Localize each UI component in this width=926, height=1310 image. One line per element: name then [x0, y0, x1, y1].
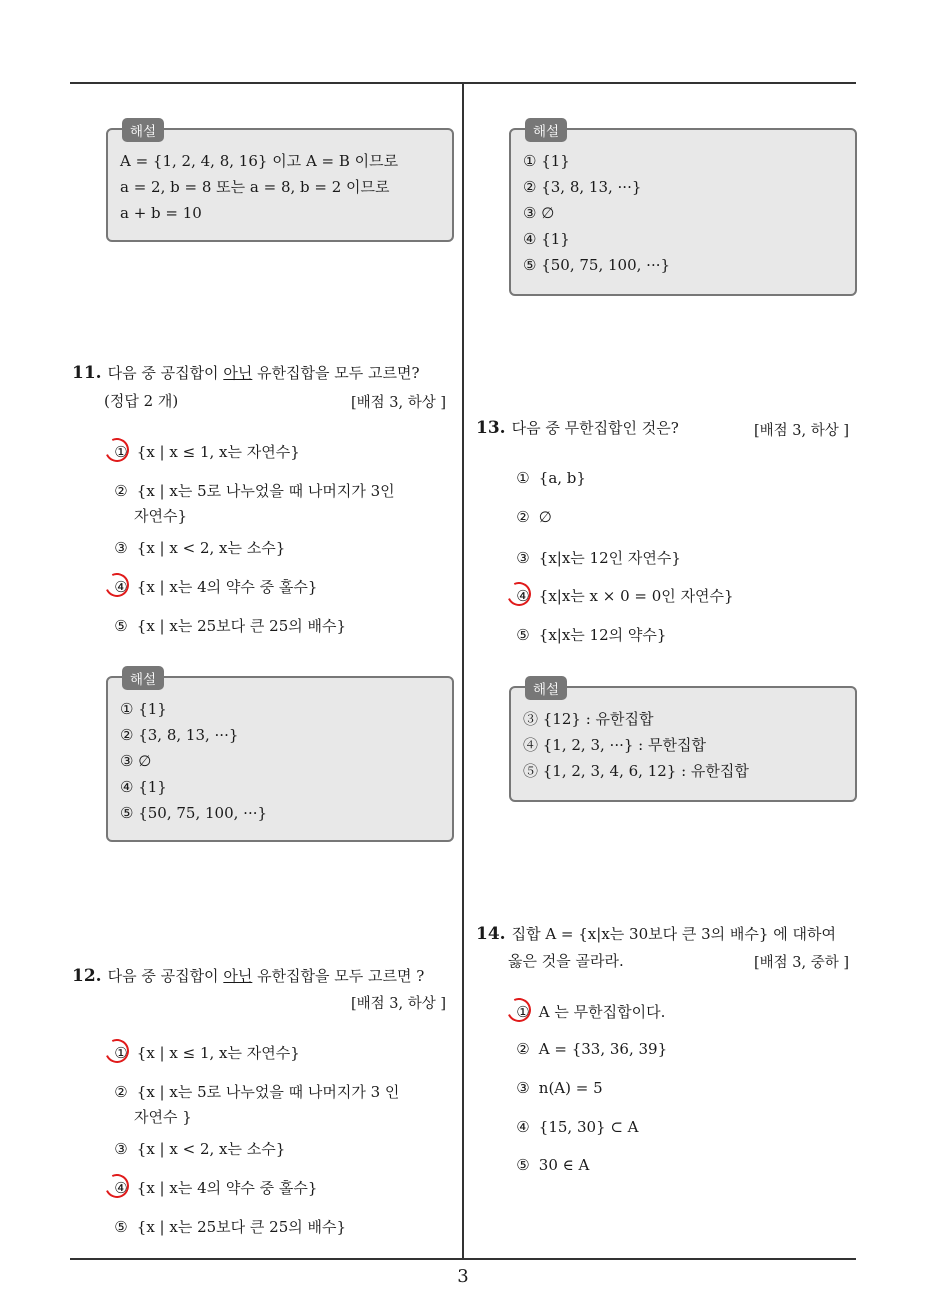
option-number: ②	[114, 482, 128, 500]
question-text: 다음 중 무한집합인 것은?	[511, 419, 679, 437]
q14-option-1[interactable]	[512, 1001, 665, 1022]
question-11-stem	[72, 362, 420, 383]
question-text-post: 유한집합을 모두 고르면?	[252, 364, 420, 382]
option-text: {a, b}	[538, 469, 586, 487]
option-text: {x | x는 4의 약수 중 홀수}	[136, 578, 318, 596]
explanation-box-q13	[509, 682, 857, 802]
question-text-pre: 다음 중 공집합이	[107, 967, 224, 985]
option-number: ①	[516, 469, 530, 487]
q13-option-3[interactable]	[512, 547, 681, 568]
option-number: ④	[516, 1118, 530, 1136]
q11-option-3[interactable]	[110, 537, 285, 558]
explanation-line: A = {1, 2, 4, 8, 16} 이고 A = B 이므로	[120, 152, 399, 170]
q11-option-2[interactable]	[110, 480, 395, 501]
question-14-stem-continued: 옳은 것을 골라라.	[508, 952, 624, 970]
option-number: ①	[110, 443, 132, 461]
explanation-line: ② {3, 8, 13, ···}	[523, 178, 642, 196]
option-number: ⑤	[114, 617, 128, 635]
question-13-score: [배점 3, 하상 ]	[754, 423, 850, 439]
explanation-line: ① {1}	[523, 152, 570, 170]
option-text: {x | x는 4의 약수 중 홀수}	[136, 1179, 318, 1197]
option-text: {15, 30} ⊂ A	[538, 1118, 639, 1136]
q11-option-5[interactable]	[110, 615, 346, 636]
option-number: ③	[114, 539, 128, 557]
explanation-box-q12	[509, 124, 857, 296]
option-number: ③	[516, 1079, 530, 1097]
q13-option-5[interactable]	[512, 624, 666, 645]
question-number: 12.	[72, 966, 102, 986]
option-text: {x | x < 2, x는 소수}	[136, 1140, 286, 1158]
option-number: ⑤	[516, 626, 530, 644]
explanation-box-q11	[106, 672, 454, 842]
q12-option-4[interactable]	[110, 1177, 317, 1198]
option-number: ⑤	[516, 1156, 530, 1174]
option-text: A = {33, 36, 39}	[538, 1040, 668, 1058]
explanation-line: ④ {1}	[523, 230, 570, 248]
q12-option-2[interactable]	[110, 1081, 399, 1102]
question-text-underlined: 아닌	[223, 967, 253, 985]
question-text-underlined: 아닌	[223, 364, 253, 382]
option-text: {x | x ≤ 1, x는 자연수}	[136, 443, 300, 461]
page-number: 3	[457, 1266, 469, 1287]
question-11-note: (정답 2 개)	[104, 392, 179, 410]
q12-option-5[interactable]	[110, 1216, 346, 1237]
q14-option-3[interactable]	[512, 1079, 603, 1097]
explanation-line: ⑤ {50, 75, 100, ···}	[120, 804, 268, 822]
option-number: ②	[114, 1083, 128, 1101]
option-number: ④	[110, 578, 132, 596]
question-number: 13.	[476, 418, 506, 438]
answer-circle-icon	[102, 1171, 133, 1202]
option-number: ②	[516, 508, 530, 526]
question-number: 11.	[72, 363, 102, 383]
answer-circle-icon	[504, 995, 535, 1026]
q13-option-1[interactable]	[512, 469, 586, 487]
explanation-line: ④ {1}	[120, 778, 167, 796]
option-number: ②	[516, 1040, 530, 1058]
q14-option-2[interactable]	[512, 1040, 667, 1058]
q13-option-4[interactable]	[512, 585, 734, 606]
option-number: ④	[512, 587, 534, 605]
explanation-tag: 해설	[122, 666, 164, 690]
explanation-line: ③ ∅	[120, 752, 152, 770]
question-14-score: [배점 3, 중하 ]	[754, 955, 850, 971]
option-text: {x | x는 25보다 큰 25의 배수}	[136, 617, 347, 635]
answer-circle-icon	[102, 1036, 133, 1067]
explanation-line: a = 2, b = 8 또는 a = 8, b = 2 이므로	[120, 178, 390, 196]
option-text: {x | x < 2, x는 소수}	[136, 539, 286, 557]
column-divider	[462, 84, 464, 1260]
explanation-box-q10	[106, 124, 454, 242]
question-text-pre: 다음 중 공집합이	[107, 364, 224, 382]
explanation-line: ④ {1, 2, 3, ···} : 무한집합	[523, 736, 706, 754]
option-text: 30 ∈ A	[538, 1156, 590, 1174]
q12-option-2-continued: 자연수 }	[134, 1108, 192, 1126]
explanation-line: ① {1}	[120, 700, 167, 718]
option-number: ①	[512, 1003, 534, 1021]
option-text: {x|x는 x × 0 = 0인 자연수}	[538, 587, 734, 605]
option-text: {x|x는 12의 약수}	[538, 626, 667, 644]
q14-option-5[interactable]	[512, 1156, 589, 1174]
option-text: {x | x ≤ 1, x는 자연수}	[136, 1044, 300, 1062]
option-text: ∅	[538, 508, 552, 526]
explanation-tag: 해설	[525, 676, 567, 700]
q11-option-2-continued: 자연수}	[134, 507, 188, 525]
explanation-line: ③ {12} : 유한집합	[523, 710, 654, 728]
question-11-score: [배점 3, 하상 ]	[351, 395, 447, 411]
question-text-post: 유한집합을 모두 고르면 ?	[252, 967, 425, 985]
option-text: A 는 무한집합이다.	[538, 1003, 666, 1021]
explanation-line: ② {3, 8, 13, ···}	[120, 726, 239, 744]
bottom-rule	[70, 1258, 856, 1260]
answer-circle-icon	[102, 570, 133, 601]
explanation-line: ③ ∅	[523, 204, 555, 222]
explanation-line: a + b = 10	[120, 204, 202, 222]
explanation-line: ⑤ {50, 75, 100, ···}	[523, 256, 671, 274]
question-12-score: [배점 3, 하상 ]	[351, 996, 447, 1012]
q11-option-1[interactable]	[110, 441, 300, 462]
question-13-stem	[476, 417, 679, 438]
q11-option-4[interactable]	[110, 576, 317, 597]
option-number: ③	[516, 549, 530, 567]
option-number: ⑤	[114, 1218, 128, 1236]
question-text: 집합 A = {x|x는 30보다 큰 3의 배수} 에 대하여	[511, 925, 836, 943]
option-text: n(A) = 5	[538, 1079, 603, 1097]
explanation-tag: 해설	[525, 118, 567, 142]
question-number: 14.	[476, 924, 506, 944]
explanation-tag: 해설	[122, 118, 164, 142]
question-12-stem	[72, 965, 424, 986]
answer-circle-icon	[102, 435, 133, 466]
option-text: {x | x는 5로 나누었을 때 나머지가 3 인	[136, 1083, 400, 1101]
option-text: {x | x는 25보다 큰 25의 배수}	[136, 1218, 347, 1236]
option-text: {x | x는 5로 나누었을 때 나머지가 3인	[136, 482, 395, 500]
explanation-line: ⑤ {1, 2, 3, 4, 6, 12} : 유한집합	[523, 762, 749, 780]
answer-circle-icon	[504, 579, 535, 610]
q13-option-2[interactable]	[512, 508, 552, 526]
option-number: ①	[110, 1044, 132, 1062]
q12-option-3[interactable]	[110, 1138, 285, 1159]
option-number: ④	[110, 1179, 132, 1197]
question-14-stem	[476, 923, 836, 944]
option-text: {x|x는 12인 자연수}	[538, 549, 681, 567]
option-number: ③	[114, 1140, 128, 1158]
q12-option-1[interactable]	[110, 1042, 300, 1063]
q14-option-4[interactable]	[512, 1118, 639, 1136]
